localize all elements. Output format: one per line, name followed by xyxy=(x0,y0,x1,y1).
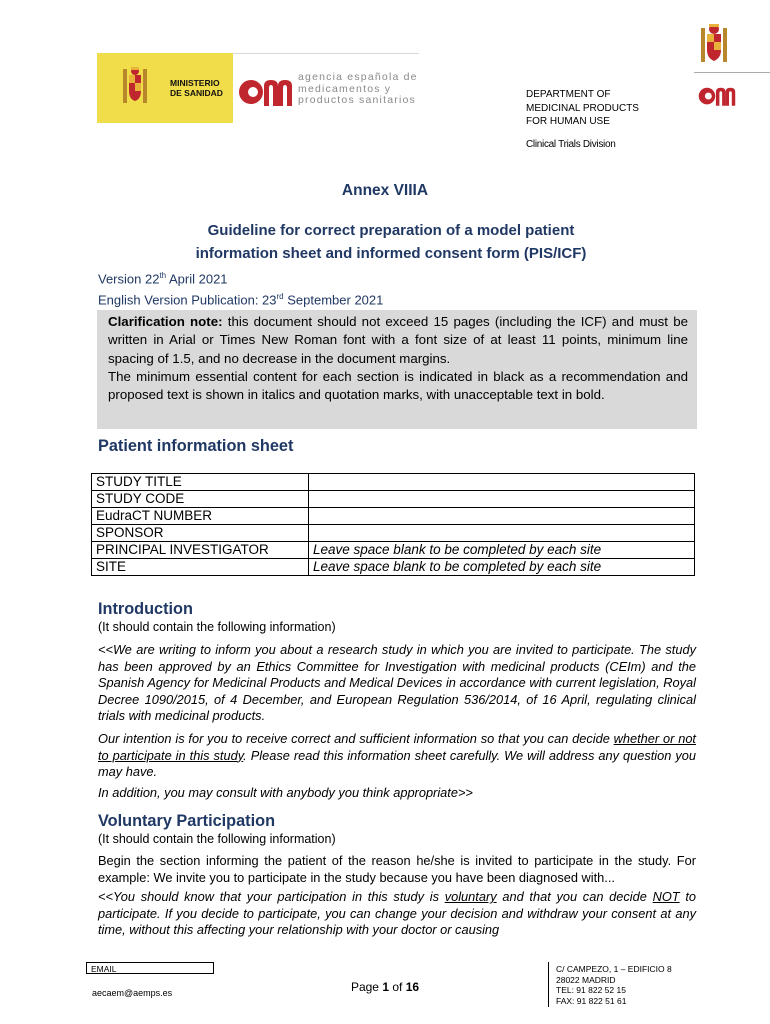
spanish-coat-of-arms-icon xyxy=(119,65,151,109)
department-line-2: MEDICINAL PRODUCTS xyxy=(526,102,639,114)
guideline-title-line-2: information sheet and informed consent form (PIS/ICF) xyxy=(195,245,587,262)
aemps-logo-icon xyxy=(698,82,738,106)
clarification-note xyxy=(97,310,697,429)
table-row xyxy=(92,491,695,508)
division-name: Clinical Trials Division xyxy=(526,139,616,150)
department-line-1: DEPARTMENT OF xyxy=(526,89,611,100)
table-row-label: PRINCIPAL INVESTIGATOR xyxy=(92,542,309,559)
address-line-1: C/ CAMPEZO, 1 – EDIFICIO 8 xyxy=(556,964,672,974)
table-row-value: Leave space blank to be completed by each site xyxy=(309,559,695,576)
introduction-heading: Introduction xyxy=(98,600,193,618)
pis-heading: Patient information sheet xyxy=(98,437,294,455)
footer-divider xyxy=(548,962,549,1007)
department-name xyxy=(526,88,639,129)
voluntary-participation-heading: Voluntary Participation xyxy=(98,812,276,830)
agency-line-1: agencia española de xyxy=(298,71,418,83)
intro-paragraph-2: Our intention is for you to receive correct and sufficient information so that you can decide whether or not to participate in this study. Please read this information sheet carefully. We will address any question you may have. xyxy=(98,730,696,780)
page-number: Page 1 of 16 xyxy=(350,980,420,994)
ministry-name xyxy=(170,78,223,98)
voluntary-paragraph-1: Begin the section informing the patient of the reason he/she is invited to participate in the study. For example: We invite you to participate in the study because you have been diagnosed with... xyxy=(98,853,696,885)
address-line-2: 28022 MADRID xyxy=(556,974,616,985)
table-row xyxy=(92,559,695,576)
note-paragraph-2: The minimum essential content for each section is indicated in black as a recommendation and proposed text is shown in italics and quotation marks, with unacceptable text in bold. xyxy=(108,368,688,403)
footer-email[interactable]: aecaem@aemps.es xyxy=(92,988,173,998)
footer-address xyxy=(556,964,672,1006)
version-info xyxy=(98,267,383,310)
table-row-value xyxy=(309,508,695,525)
table-row-value: Leave space blank to be completed by each site xyxy=(309,542,695,559)
voluntary-instruction: (It should contain the following information) xyxy=(98,832,336,846)
table-row-label: EudraCT NUMBER xyxy=(92,508,309,525)
table-row-label: STUDY TITLE xyxy=(92,474,309,491)
address-line-3: TEL: 91 822 52 15 xyxy=(556,985,626,995)
agency-line-2: medicamentos y xyxy=(298,82,392,95)
introduction-instruction: (It should contain the following information) xyxy=(98,620,336,634)
table-row-label: STUDY CODE xyxy=(92,491,309,508)
header-right-rule xyxy=(694,72,770,73)
table-row-value xyxy=(309,491,695,508)
address-line-4: FAX: 91 822 51 61 xyxy=(556,995,627,1006)
ministry-line-1: MINISTERIO xyxy=(170,78,220,88)
intro-paragraph-3: In addition, you may consult with anybody you think appropriate>> xyxy=(98,784,473,800)
table-row xyxy=(92,508,695,525)
english-version-line: English Version Publication: 23rd September 2021 xyxy=(98,292,384,308)
aemps-logo-icon xyxy=(238,72,296,106)
study-info-table xyxy=(91,473,695,576)
version-line: Version 22th April 2021 xyxy=(98,271,228,287)
note-paragraph-1: Clarification note: this document should not exceed 15 pages (including the ICF) and must be written in Arial or Times New Roman font with a font size of at least 11 points, minimum line spacing of 1.5, and no decrease in the document margins. xyxy=(108,314,689,366)
intro-paragraph-1: <<We are writing to inform you about a research study in which you are invited to participate. The study has been approved by an Ethics Committee for Investigation with medicinal products (CEIm) and the Spanish Agency for Medicinal Products and Medical Devices in accordance with current legislation, Royal Decree 1090/2015, of 4 December, and European Regulation 536/2014, of 16 April, regulating clinical trials with medicinal products. xyxy=(98,642,696,724)
agency-line-3: productos sanitarios xyxy=(298,94,416,106)
guideline-title-line-1: Guideline for correct preparation of a model patient xyxy=(207,222,575,239)
table-row-value xyxy=(309,525,695,542)
table-row xyxy=(92,474,695,491)
introduction-body xyxy=(98,642,696,801)
voluntary-paragraph-2: <<You should know that your participation in this study is voluntary and that you can decide NOT to participate. If you decide to participate, you can change your decision and withdraw your consent at any time, without this affecting your relationship with your doctor or causing xyxy=(98,889,696,938)
table-row-value xyxy=(309,474,695,491)
ministry-line-2: DE SANIDAD xyxy=(170,88,223,98)
table-row xyxy=(92,525,695,542)
annex-title: Annex VIIIA xyxy=(341,182,429,199)
guideline-title xyxy=(0,219,770,265)
table-row-label: SPONSOR xyxy=(92,525,309,542)
header-top-rule xyxy=(233,53,419,54)
table-row xyxy=(92,542,695,559)
department-line-3: FOR HUMAN USE xyxy=(526,116,610,127)
agency-name xyxy=(298,72,418,107)
table-row-label: SITE xyxy=(92,559,309,576)
spanish-coat-of-arms-icon xyxy=(698,22,730,66)
voluntary-body xyxy=(98,853,696,939)
email-label: EMAIL xyxy=(86,962,214,974)
